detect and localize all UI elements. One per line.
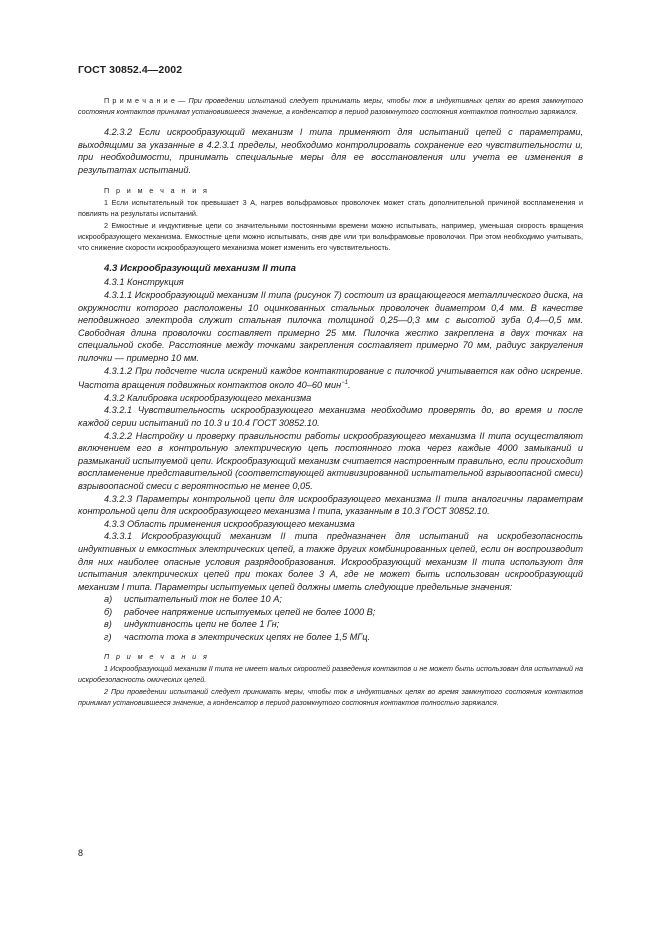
list-item <box>78 631 583 644</box>
paragraph-4-3-1-2 <box>78 365 583 392</box>
list-item-text: рабочее напряжение испытуемых цепей не более 1000 В; <box>124 606 376 617</box>
list-item <box>78 593 583 606</box>
limits-list <box>78 593 583 643</box>
top-note-label: П р и м е ч а н и е <box>104 96 175 105</box>
list-item-text: испытательный ток не более 10 А; <box>124 594 282 605</box>
list-item <box>78 606 583 619</box>
list-item-marker: б) <box>104 606 113 617</box>
list-item-text: частота тока в электрических цепях не более 1,5 МГц. <box>124 632 371 643</box>
paragraph-4-3-3-1: 4.3.3.1 Искрообразующий механизм II типа предназначен для испытаний на искробезопасность индуктивных и емкостных электрических цепей, а также других комбинированных цепей, если он воспроизводит для них наиболее опасные условия разрядообразования. Искрообразующий механизм II типа используют для испытания электрических цепей при токах более 3 А, где не может быть использован искрообразующий механизм I типа. Параметры испытуемых цепей должны иметь следующие предельные значения: <box>78 531 583 592</box>
paragraph-4-3-1-2-sup: −1 <box>341 380 348 387</box>
paragraph-4-3-2-2: 4.3.2.2 Настройку и проверку правильности работы искрообразующего механизма II типа осуществляют включением его в контрольную электрическую цепь постоянного тока через каждые 4000 замыканий и размыканий испытуемой цепи. Искрообразующий механизм считается настроенным правильно, если происходит воспламенение представительной (соответствующей активизированной испытательной взрывоопасной смеси) взрывоопасной смеси с вероятностью не менее 0,05. <box>78 430 583 491</box>
list-item-text: индуктивность цепи не более 1 Гн; <box>124 619 280 630</box>
paragraph-4-3-1-1: 4.3.1.1 Искрообразующий механизм II типа (рисунок 7) состоит из вращающегося металлического диска, на окружности которого расположены 10 оцинкованных стальных проволочек диаметром 0,4 мм. В качестве неподвижного электрода служит стальная пилочка толщиной 0,25—0,3 мм с высотой зуба 0,4—0,5 мм. Свободная длина проволочки составляет примерно 25 мм. Пилочка жестко закреплена в двух точках на специальной скобе. Расстояние между точками закрепления составляет примерно 70 мм, радиус закругления пилочки — примерно 10 мм. <box>78 289 583 363</box>
mid-notes-label: П р и м е ч а н и я <box>104 186 210 196</box>
page-header-title: ГОСТ 30852.4—2002 <box>78 64 183 76</box>
paragraph-4-3-2-3: 4.3.2.3 Параметры контрольной цепи для искрообразующего механизма II типа аналогичны параметрам контрольной цепи для искрообразующего механизма I типа, указанным в 10.3 ГОСТ 30852.10. <box>78 493 583 517</box>
bottom-note-2: 2 При проведении испытаний следует принимать меры, чтобы ток в индуктивных цепях во время замкнутого состояния контактов принимал установившееся значение, а конденсатор в период разомкнутого состояния контактов полностью заряжался. <box>78 686 583 707</box>
page-content <box>78 95 583 708</box>
mid-note-1: 1 Если испытательный ток превышает 3 А, нагрев вольфрамовых проволочек может стать дополнительной причиной воспламенения и повлиять на результаты испытаний. <box>78 198 583 219</box>
bottom-note-1: 1 Искрообразующий механизм II типа не имеет малых скоростей разведения контактов и не может быть использован для испытаний на искробезопасность омических цепей. <box>78 663 583 684</box>
heading-4-3-3: 4.3.3 Область применения искрообразующего механизма <box>104 518 355 529</box>
paragraph-4-3-1-2-text: 4.3.1.2 При подсчете числа искрений каждое контактирование с пилочкой учитывается как одно искрение. Частота вращения подвижных контактов около 40–60 мин <box>78 365 583 391</box>
list-item-marker: г) <box>104 632 112 643</box>
bottom-notes-label: П р и м е ч а н и я <box>104 651 210 661</box>
heading-4-3-2: 4.3.2 Калибровка искрообразующего механизма <box>104 392 312 403</box>
top-note <box>78 95 583 117</box>
paragraph-4-3-2-1: 4.3.2.1 Чувствительность искрообразующего механизма необходимо проверять до, во время и после каждой серии испытаний по 10.3 и 10.4 ГОСТ 30852.10. <box>78 405 583 428</box>
list-item <box>78 618 583 631</box>
list-item-marker: а) <box>104 594 113 605</box>
list-item-marker: в) <box>104 619 112 630</box>
page-number: 8 <box>78 848 84 858</box>
mid-note-2: 2 Емкостные и индуктивные цепи со значительными постоянными времени можно испытывать, например, уменьшая скорость вращения искрообразующего механизма. Емкостные цепи можно испытывать, сняв две или три вольфрамовые проволочки. При этом необходимо учитывать, что снижение скорости искрообразующего механизма может изменить его чувствительность. <box>78 221 583 253</box>
heading-4-3-1: 4.3.1 Конструкция <box>104 277 184 288</box>
top-note-text: — При проведении испытаний следует принимать меры, чтобы ток в индуктивных цепях во время замкнутого состояния контактов принимал установившееся значение, а конденсатор в период разомкнутого состояния контактов полностью заряжался. <box>78 96 583 116</box>
section-4-3-heading: 4.3 Искрообразующий механизм II типа <box>104 263 296 275</box>
paragraph-4-3-1-2-end: . <box>347 380 351 391</box>
paragraph-4-2-3-2: 4.2.3.2 Если искрообразующий механизм I типа применяют для испытаний цепей с параметрами, выходящими за указанные в 4.2.3.1 пределы, необходимо контролировать сохранение его чувствительности и, при необходимости, принимать специальные меры для ее восстановления или учета ее изменения в результатах испытаний. <box>78 127 583 175</box>
